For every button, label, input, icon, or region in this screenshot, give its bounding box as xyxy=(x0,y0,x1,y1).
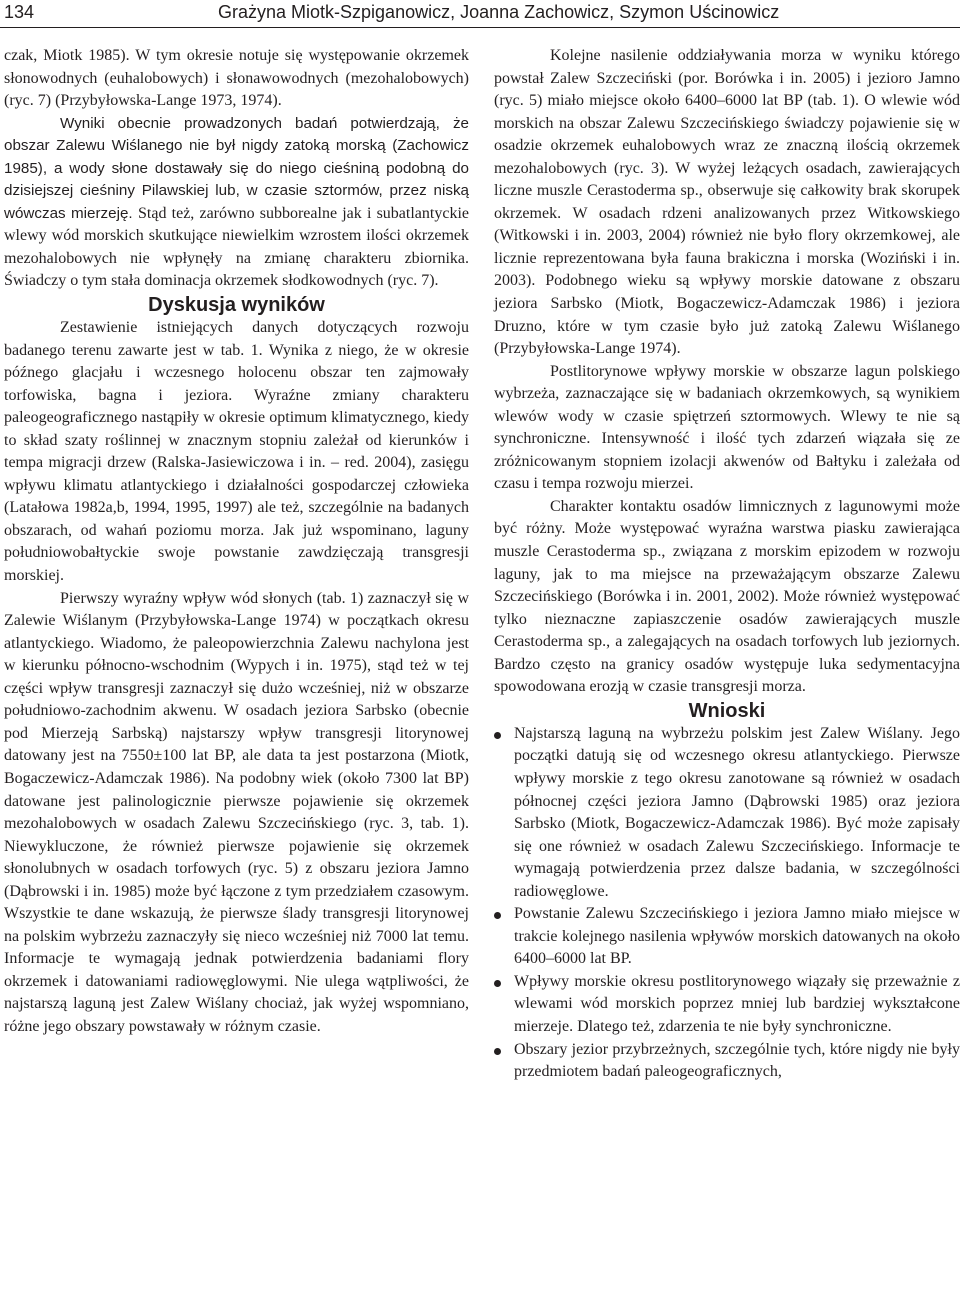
right-column xyxy=(494,45,960,1084)
bullet-icon xyxy=(494,1048,501,1055)
running-head-authors: Grażyna Miotk-Szpiganowicz, Joanna Zachowicz, Szymon Uścinowicz xyxy=(218,2,780,22)
conclusions-list xyxy=(494,723,960,1084)
bullet-icon xyxy=(494,912,501,919)
list-item xyxy=(494,723,960,903)
paragraph-discussion-1: Zestawienie istniejących danych dotyczących rozwoju badanego terenu zawarte jest w tab. 1. Wynika z niego, że w okresie późnego glacjału i wczesnego holocenu obszar ten zajmowały torfowiska, bagna i jeziora. Wyraźne zmiany charakteru paleogeograficznego nastąpiły w okresie optimum klimatycznego, kiedy to skład szaty roślinnej w znacznym stopniu zależał od kierunków i tempa migracji drzew (Ralska-Jasiewiczowa i in. – red. 2004), zasięgu wpływu klimatu atlantyckiego i działalności gospodarczej człowieka (Latałowa 1982a,b, 1994, 1995, 1997) ale też, szczególnie na badanych obszarach, od wahań poziomu morza. Jak już wspominano, laguny południowobałtyckie swoje powstanie zawdzięczają transgresji morskiej. xyxy=(4,319,469,585)
paragraph-discussion-3: Kolejne nasilenie oddziaływania morza w wyniku którego powstał Zalew Szczeciński (por. Borówka i in. 2005) i jezioro Jamno (ryc. 5) miało miejsce około 6400–6000 lat BP (tab. 1). O wlewie wód morskich na obszar Zalewu Szczecińskiego świadczy pojawienie się w osadzie okrzemek euhalobowych wraz ze znaczną ilością okrzemek mezohalobowych (ryc. 3). W wyżej leżących osadach, zawierających liczne muszle Cerastoderma sp., obserwuje się całkowity brak skorupek okrzemek. W osadach rdzeni analizowanych przez Witkowskiego (Witkowski i in. 2003, 2004) również nie było flory okrzemkowej, ale licznie reprezentowana była fauna brakiczna i morska (Woziński i in. 2003). Podobnego wieku są wpływy morskie datowane z obszaru jeziora Sarbsko (Miotk, Bogaczewicz-Adamczak 1986) i jeziora Druzno, które w tym czasie było już zatoką Zalewu Wiślanego (Przybyłowska-Lange 1974). xyxy=(494,47,960,358)
paragraph-results-text: Wyniki obecnie prowadzonych badań potwierdzają, że obszar Zalewu Wiślanego nie był nigdy zatoką morską (Zachowicz 1985), a wody słone dostawały się do niego cieśniną podobną do dzisiejszej cieśniny Pilawskiej lub, w czasie sztormów, przez niską wówczas mierzeję. xyxy=(4,114,469,222)
list-item-text: Wpływy morskie okresu postlitorynowego wiązały się przeważnie z wlewami wód morskich poprzez mniej lub bardziej wykształcone mierzeje. Dlatego też, zdarzenia te nie były synchroniczne. xyxy=(514,972,960,1035)
list-item xyxy=(494,1039,960,1084)
list-item xyxy=(494,971,960,1039)
paragraph-results xyxy=(4,113,469,293)
page-number: 134 xyxy=(4,2,35,22)
paragraph-discussion-4: Postlitorynowe wpływy morskie w obszarze lagun polskiego wybrzeża, zaznaczające się w badaniach okrzemkowych, są wynikiem wlewów wody w czasie spiętrzeń sztormowych. Wlewy te nie są synchroniczne. Intensywność i ilość tych zdarzeń wiązała się ze zróżnicowanym stopniem izolacji akwenów od Bałtyku i zależała od czasu i tempa rozwoju mierzei. xyxy=(494,362,960,493)
list-item xyxy=(494,903,960,971)
list-item-text: Powstanie Zalewu Szczecińskiego i jeziora Jamno miało miejsce w trakcie kolejnego nasilenia wpływów morskich datowanych na około 6400–6000 lat BP. xyxy=(514,905,960,968)
list-item-text: Obszary jezior przybrzeżnych, szczególnie tych, które nigdy nie były przedmiotem badań paleogeograficznych, xyxy=(514,1040,960,1081)
list-item-text: Najstarszą laguną na wybrzeżu polskim jest Zalew Wiślany. Jego początki datują się od wczesnego okresu atlantyckiego. Pierwsze wpływy morskie z tego okresu zanotowane są również w osadach północnej części jeziora Jamno (Dąbrowski 1985) oraz jeziora Sarbsko (Miotk, Bogaczewicz-Adamczak 1986). Być może zapisały się one również w osadach Zalewu Szczecińskiego. Informacje te wymagają potwierdzenia przez dalsze badania, w szczególności radiowęglowe. xyxy=(514,724,960,900)
paragraph-results-tail: Stąd też, zarówno subborealne jak i subatlantyckie wlewy wód morskich skutkujące niewielkim wzrostem ilości okrzemek mezohalobowych nie wpłynęły na zmianę charakteru zbiornika. Świadczy o tym stała dominacja okrzemek słodkowodnych (ryc. 7). xyxy=(4,204,469,290)
paragraph-discussion-2: Pierwszy wyraźny wpływ wód słonych (tab. 1) zaznaczył się w Zalewie Wiślanym (Przybyłowska-Lange 1974) w początkach okresu atlantyckiego. Wiadomo, że paleopowierzchnia Zalewu nachylona jest w kierunku północno-wschodnim (Wypych i in. 1975), stąd też w tej części wpływ transgresji zaznaczył się dużo wcześniej, niż w obszarze południowo-zachodnim akwenu. W osadach jeziora Sarbsko (obecnie pod Mierzeją Sarbską) najstarszy wpływ transgresji litorynowej datowany jest na 7550±100 lat BP, ale data ta jest postarzona (Miotk, Bogaczewicz-Adamczak 1986). Na podobny wiek (około 7300 lat BP) datowane jest palinologicznie pierwsze pojawienie się okrzemek mezohalobowych w osadach Zalewu Szczecińskiego (ryc. 3, tab. 1). Niewykluczone, że również pierwsze pojawienie się okrzemek słonolubnych w osadach torfowych (ryc. 5) z obszaru jeziora Jamno (Dąbrowski i in. 1985) może być łączone z tym przedziałem czasowym. Wszystkie te dane wskazują, że pierwsze ślady transgresji litorynowej na polskim wybrzeżu zaznaczyły się nieco wcześniej niż 7000 lat temu. Informacje te wymagają jednak potwierdzenia badaniami flory okrzemek i datowaniami radiowęglowymi. Nie ulega wątpliwości, że najstarszą laguną jest Zalew Wiślany chociaż, jak wyżej wspomniano, różne jego obszary powstawały w różnym czasie. xyxy=(4,589,469,1035)
bullet-icon xyxy=(494,980,501,987)
bullet-icon xyxy=(494,732,501,739)
running-header xyxy=(0,0,960,28)
section-heading-discussion: Dyskusja wyników xyxy=(148,294,325,317)
paragraph-continued: czak, Miotk 1985). W tym okresie notuje się występowanie okrzemek słonowodnych (euhalobowych) i słonawowodnych (mezohalobowych) (ryc. 7) (Przybyłowska-Lange 1973, 1974). xyxy=(4,47,469,110)
left-column xyxy=(4,45,469,1039)
paragraph-discussion-5: Charakter kontaktu osadów limnicznych z lagunowymi może być różny. Może występować wyraźna warstwa piasku zawierająca muszle Cerastoderma sp., związana z morskim epizodem w rozwoju laguny, jak to ma miejsce na przeważającym obszarze Zalewu Szczecińskiego (Borówka i in. 2001, 2002). Może również występować tylko nieznaczne zapiaszczenie osadów zawierających muszle Cerastoderma sp., a zalegających na osadach torfowych lub jeziornych. Bardzo często na granicy osadów występuje luka sedymentacyjna spowodowana erozją w czasie transgresji morza. xyxy=(494,497,960,696)
section-heading-conclusions: Wnioski xyxy=(688,699,766,722)
